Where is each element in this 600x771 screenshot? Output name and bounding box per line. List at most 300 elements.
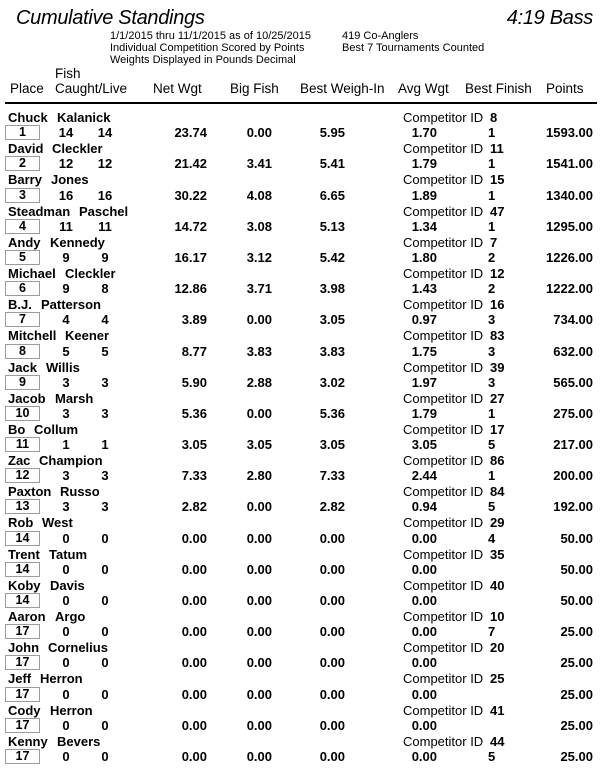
competitor-id-label: Competitor ID [403, 577, 484, 593]
big-fish-value: 0.00 [246, 499, 272, 515]
scoring-note: Individual Competition Scored by Points [110, 42, 305, 54]
competitor-last-name: Patterson [41, 297, 101, 313]
competitor-id-value: 8 [490, 110, 498, 125]
fish-caught-value: 14 [58, 125, 74, 141]
competitor-data-line [0, 593, 600, 609]
big-fish-value: 3.83 [246, 343, 272, 359]
avg-weight-value: 0.00 [411, 655, 437, 671]
competitor-last-name: Herron [40, 671, 83, 687]
net-weight-value: 16.17 [174, 249, 207, 265]
competitor-first-name: Andy [8, 234, 41, 250]
table-row [0, 204, 600, 235]
competitor-data-line [0, 655, 600, 671]
points-value: 50.00 [560, 561, 593, 577]
table-row [0, 422, 600, 453]
competitor-id-label: Competitor ID [403, 453, 484, 469]
table-row [0, 328, 600, 359]
competitor-first-name: Steadman [8, 203, 71, 219]
place-box: 10 [5, 406, 40, 421]
place-box: 6 [5, 281, 40, 296]
avg-weight-value: 0.00 [411, 593, 437, 608]
avg-weight-value: 1.80 [411, 249, 437, 265]
competitor-data-line [0, 125, 600, 141]
net-weight-value: 8.77 [181, 343, 207, 359]
big-fish-value: 0.00 [246, 593, 272, 608]
table-row [0, 515, 600, 546]
competitor-id-value: 35 [490, 546, 505, 562]
avg-weight-value: 3.05 [411, 437, 437, 453]
fish-caught-value: 11 [59, 218, 73, 234]
competitor-id-label: Competitor ID [403, 515, 484, 531]
fish-live-value: 14 [97, 125, 113, 141]
page-title: Cumulative Standings [16, 7, 205, 29]
points-value: 25.00 [560, 655, 593, 671]
fish-live-value: 8 [101, 281, 109, 297]
best-weigh-in-value: 6.65 [319, 187, 345, 203]
fish-caught-value: 0 [62, 593, 70, 608]
competitor-last-name: Collum [34, 421, 79, 437]
competitor-name-line [0, 734, 600, 749]
best-weigh-in-value: 5.13 [319, 218, 345, 234]
place-box: 9 [5, 375, 40, 390]
best-weigh-in-value: 3.05 [319, 437, 345, 453]
competitor-name-line [0, 266, 600, 281]
avg-weight-value: 0.00 [411, 748, 437, 764]
net-weight-value: 0.00 [181, 686, 207, 702]
header-divider [5, 102, 597, 104]
fish-live-value: 3 [101, 468, 109, 484]
big-fish-value: 0.00 [246, 405, 272, 421]
competitor-data-line [0, 499, 600, 515]
competitor-id-label: Competitor ID [403, 671, 484, 687]
competitor-first-name: Bo [8, 421, 26, 437]
fish-caught-value: 3 [62, 405, 70, 421]
place-box: 12 [5, 468, 40, 483]
fish-caught-value: 0 [62, 717, 70, 733]
weights-note: Weights Displayed in Pounds Decimal [110, 54, 296, 66]
points-value: 50.00 [560, 530, 593, 546]
best-finish-value: 4 [488, 530, 496, 546]
column-header-avg-wgt: Avg Wgt [398, 81, 449, 96]
best-finish-value: 2 [488, 249, 496, 265]
place-box: 13 [5, 499, 40, 514]
competitor-first-name: Mitchell [8, 328, 57, 344]
competitor-id-value: 41 [490, 702, 505, 718]
place-box: 17 [5, 624, 40, 639]
fish-caught-value: 9 [62, 281, 70, 297]
competitor-name-line [0, 640, 600, 655]
best-weigh-in-value: 5.42 [319, 249, 345, 265]
competitor-first-name: Michael [8, 265, 56, 281]
best-weigh-in-value: 3.83 [319, 343, 345, 359]
best-finish-value: 3 [488, 312, 496, 328]
competitor-id-label: Competitor ID [403, 328, 484, 344]
competitor-id-value: 11 [490, 141, 504, 157]
competitor-data-line [0, 219, 600, 235]
points-value: 200.00 [553, 468, 593, 484]
competitor-data-line [0, 250, 600, 266]
competitor-data-line [0, 531, 600, 547]
competitor-id-value: 86 [490, 453, 505, 469]
avg-weight-value: 1.70 [411, 125, 437, 141]
competitor-last-name: Davis [50, 577, 85, 593]
competitor-last-name: Cornelius [48, 640, 108, 656]
points-value: 275.00 [553, 405, 593, 421]
competitor-first-name: Kenny [8, 733, 48, 749]
competitor-data-line [0, 437, 600, 453]
points-value: 565.00 [553, 374, 593, 390]
column-header-net-wgt: Net Wgt [153, 81, 202, 96]
event-name: 4:19 Bass [506, 7, 593, 29]
best-finish-value: 5 [488, 748, 496, 764]
big-fish-value: 3.71 [246, 281, 272, 297]
competitor-first-name: John [8, 640, 40, 656]
best-finish-value: 1 [488, 156, 496, 172]
table-row [0, 453, 600, 484]
table-row [0, 266, 600, 297]
best-finish-value: 1 [488, 405, 496, 421]
best-weigh-in-value: 0.00 [319, 624, 345, 640]
competitor-last-name: Tatum [49, 546, 88, 562]
competitor-name-line [0, 453, 600, 468]
place-box: 4 [5, 219, 40, 234]
place-box: 14 [5, 562, 40, 577]
fish-caught-value: 12 [58, 156, 74, 172]
fish-live-value: 1 [101, 437, 109, 453]
fish-live-value: 0 [101, 530, 109, 546]
best-weigh-in-value: 0.00 [319, 561, 345, 577]
fish-live-value: 3 [101, 499, 109, 515]
fish-live-value: 0 [101, 717, 109, 733]
avg-weight-value: 0.00 [411, 686, 437, 702]
competitor-data-line [0, 406, 600, 422]
big-fish-value: 0.00 [246, 717, 272, 733]
competitor-id-value: 15 [490, 172, 505, 188]
competitor-name-line [0, 141, 600, 156]
best-finish-value: 5 [488, 437, 496, 453]
table-row [0, 609, 600, 640]
best-finish-value: 1 [488, 125, 496, 141]
competitor-name-line [0, 703, 600, 718]
competitor-id-value: 84 [490, 484, 505, 500]
competitor-last-name: Jones [51, 172, 89, 188]
avg-weight-value: 1.43 [411, 281, 437, 297]
avg-weight-value: 1.79 [411, 405, 437, 421]
competitor-id-value: 29 [490, 515, 505, 531]
best-finish-value: 3 [488, 343, 496, 359]
best-weigh-in-value: 0.00 [319, 593, 345, 608]
best-weigh-in-value: 5.36 [319, 405, 345, 421]
avg-weight-value: 1.89 [411, 187, 437, 203]
rows-container [0, 110, 600, 765]
net-weight-value: 30.22 [174, 187, 207, 203]
points-value: 192.00 [553, 499, 593, 515]
competitor-id-label: Competitor ID [403, 203, 484, 219]
competitor-name-line [0, 578, 600, 593]
competitor-id-label: Competitor ID [403, 234, 484, 250]
competitor-id-label: Competitor ID [403, 297, 484, 313]
points-value: 1541.00 [546, 156, 593, 172]
competitor-data-line [0, 375, 600, 391]
competitor-first-name: David [8, 141, 44, 157]
competitor-first-name: Jacob [8, 390, 46, 406]
competitor-data-line [0, 344, 600, 360]
big-fish-value: 3.41 [246, 156, 272, 172]
competitor-last-name: Cleckler [65, 265, 116, 281]
fish-live-value: 11 [98, 218, 112, 234]
best-weigh-in-value: 0.00 [319, 748, 345, 764]
net-weight-value: 5.90 [181, 374, 207, 390]
place-box: 7 [5, 312, 40, 327]
competitor-data-line [0, 156, 600, 172]
best-finish-value: 1 [488, 468, 496, 484]
net-weight-value: 0.00 [181, 561, 207, 577]
fish-caught-value: 0 [62, 624, 70, 640]
competitor-id-label: Competitor ID [403, 733, 484, 749]
best-weigh-in-value: 0.00 [319, 530, 345, 546]
competitor-last-name: Argo [55, 609, 86, 624]
table-row [0, 172, 600, 203]
competitor-first-name: Chuck [8, 110, 48, 125]
avg-weight-value: 0.00 [411, 717, 437, 733]
competitor-data-line [0, 468, 600, 484]
fish-live-value: 0 [101, 748, 109, 764]
best-weigh-in-value: 0.00 [319, 717, 345, 733]
place-box: 1 [5, 125, 40, 140]
best-weigh-in-value: 3.02 [319, 374, 345, 390]
fish-caught-value: 16 [58, 187, 74, 203]
competitor-name-line [0, 110, 600, 125]
place-box: 17 [5, 655, 40, 670]
competitor-id-label: Competitor ID [403, 609, 484, 624]
points-value: 25.00 [560, 748, 593, 764]
avg-weight-value: 1.79 [411, 156, 437, 172]
table-row [0, 640, 600, 671]
competitor-last-name: West [42, 515, 73, 531]
net-weight-value: 7.33 [181, 468, 207, 484]
fish-live-value: 0 [101, 561, 109, 577]
net-weight-value: 21.42 [174, 156, 207, 172]
table-row [0, 141, 600, 172]
table-row [0, 360, 600, 391]
competitor-id-value: 20 [490, 640, 505, 656]
date-range: 1/1/2015 thru 11/1/2015 as of 10/25/2015 [110, 30, 312, 42]
competitor-id-label: Competitor ID [403, 546, 484, 562]
fish-caught-value: 5 [62, 343, 70, 359]
place-box: 5 [5, 250, 40, 265]
column-header-caught-live: Caught/Live [55, 81, 128, 96]
place-box: 11 [5, 437, 40, 452]
net-weight-value: 14.72 [174, 218, 207, 234]
table-row [0, 734, 600, 765]
big-fish-value: 0.00 [246, 748, 272, 764]
competitor-data-line [0, 749, 600, 765]
table-row [0, 391, 600, 422]
competitor-id-label: Competitor ID [403, 390, 484, 406]
competitor-data-line [0, 718, 600, 734]
best-finish-value: 2 [488, 281, 496, 297]
table-row [0, 110, 600, 141]
fish-caught-value: 0 [62, 686, 70, 702]
competitor-id-value: 12 [490, 265, 505, 281]
competitor-first-name: B.J. [8, 297, 32, 313]
net-weight-value: 0.00 [181, 530, 207, 546]
competitor-id-label: Competitor ID [403, 640, 484, 656]
fish-live-value: 0 [101, 655, 109, 671]
points-value: 217.00 [553, 437, 593, 453]
big-fish-value: 2.80 [246, 468, 272, 484]
competitor-name-line [0, 422, 600, 437]
points-value: 1222.00 [546, 281, 593, 297]
competitor-first-name: Aaron [8, 609, 46, 624]
competitor-id-value: 39 [490, 359, 505, 375]
best-finish-value: 1 [488, 218, 496, 234]
points-value: 1593.00 [546, 125, 593, 141]
fish-live-value: 3 [101, 405, 109, 421]
best-finish-value: 3 [488, 374, 496, 390]
competitor-first-name: Barry [8, 172, 42, 188]
points-value: 25.00 [560, 686, 593, 702]
avg-weight-value: 0.00 [411, 624, 437, 640]
competitor-name-line [0, 515, 600, 530]
place-box: 8 [5, 344, 40, 359]
net-weight-value: 0.00 [181, 624, 207, 640]
points-value: 25.00 [560, 624, 593, 640]
competitor-last-name: Russo [60, 484, 100, 500]
table-row [0, 297, 600, 328]
big-fish-value: 0.00 [246, 655, 272, 671]
net-weight-value: 3.05 [181, 437, 207, 453]
competitor-data-line [0, 281, 600, 297]
competitor-id-value: 10 [490, 609, 505, 624]
competitor-data-line [0, 562, 600, 578]
column-header-big-fish: Big Fish [230, 81, 279, 96]
competitor-id-label: Competitor ID [403, 702, 484, 718]
competitor-name-line [0, 172, 600, 187]
competitor-last-name: Keener [65, 328, 110, 344]
competitor-data-line [0, 687, 600, 703]
competitor-last-name: Cleckler [52, 141, 103, 157]
competitor-id-value: 44 [490, 733, 505, 749]
avg-weight-value: 1.75 [411, 343, 437, 359]
net-weight-value: 0.00 [181, 593, 207, 608]
column-header-fish: Fish [55, 66, 81, 81]
competitor-name-line [0, 671, 600, 686]
competitor-name-line [0, 609, 600, 624]
points-value: 50.00 [560, 593, 593, 608]
competitor-id-value: 17 [490, 421, 505, 437]
column-header-points: Points [546, 81, 584, 96]
competitor-id-value: 47 [490, 203, 505, 219]
competitor-id-label: Competitor ID [403, 359, 484, 375]
competitor-id-label: Competitor ID [403, 421, 484, 437]
best-finish-value: 7 [488, 624, 496, 640]
competitor-last-name: Marsh [55, 390, 94, 406]
competitor-id-label: Competitor ID [403, 141, 484, 157]
fish-caught-value: 0 [62, 748, 70, 764]
fish-live-value: 0 [101, 624, 109, 640]
competitor-id-value: 83 [490, 328, 505, 344]
fish-caught-value: 0 [62, 530, 70, 546]
competitor-id-value: 40 [490, 577, 505, 593]
competitor-first-name: Jeff [8, 671, 32, 687]
competitor-first-name: Rob [8, 515, 34, 531]
big-fish-value: 0.00 [246, 624, 272, 640]
column-header-best-weigh-in: Best Weigh-In [300, 81, 385, 96]
fish-caught-value: 3 [62, 374, 70, 390]
competitor-name-line [0, 547, 600, 562]
competitor-name-line [0, 391, 600, 406]
competitor-first-name: Jack [8, 359, 37, 375]
fish-caught-value: 1 [62, 437, 70, 453]
fish-live-value: 16 [97, 187, 113, 203]
points-value: 734.00 [553, 312, 593, 328]
net-weight-value: 5.36 [181, 405, 207, 421]
competitor-data-line [0, 624, 600, 640]
tournaments-note: Best 7 Tournaments Counted [342, 42, 485, 54]
fish-live-value: 5 [101, 343, 109, 359]
competitor-id-label: Competitor ID [403, 110, 484, 125]
competitor-data-line [0, 312, 600, 328]
fish-caught-value: 9 [62, 249, 70, 265]
place-box: 17 [5, 718, 40, 733]
place-box: 14 [5, 531, 40, 546]
best-finish-value: 5 [488, 499, 496, 515]
best-weigh-in-value: 3.98 [319, 281, 345, 297]
fish-live-value: 0 [101, 686, 109, 702]
competitor-id-label: Competitor ID [403, 172, 484, 188]
competitor-name-line [0, 328, 600, 343]
best-weigh-in-value: 0.00 [319, 686, 345, 702]
place-box: 17 [5, 687, 40, 702]
fish-live-value: 9 [101, 249, 109, 265]
competitor-first-name: Cody [8, 702, 41, 718]
best-weigh-in-value: 5.95 [319, 125, 345, 141]
competitor-name-line [0, 360, 600, 375]
fish-caught-value: 3 [62, 499, 70, 515]
best-weigh-in-value: 7.33 [319, 468, 345, 484]
best-weigh-in-value: 5.41 [319, 156, 345, 172]
best-finish-value: 1 [488, 187, 496, 203]
net-weight-value: 2.82 [181, 499, 207, 515]
big-fish-value: 2.88 [246, 374, 272, 390]
competitor-last-name: Paschel [79, 203, 129, 219]
table-row [0, 235, 600, 266]
fish-caught-value: 3 [62, 468, 70, 484]
table-row [0, 547, 600, 578]
competitor-last-name: Bevers [57, 733, 101, 749]
place-box: 2 [5, 156, 40, 171]
fish-caught-value: 0 [62, 561, 70, 577]
avg-weight-value: 0.94 [411, 499, 437, 515]
net-weight-value: 3.89 [181, 312, 207, 328]
competitor-id-value: 7 [490, 234, 498, 250]
competitor-last-name: Herron [50, 702, 93, 718]
avg-weight-value: 2.44 [411, 468, 437, 484]
big-fish-value: 3.08 [246, 218, 272, 234]
fish-caught-value: 0 [62, 655, 70, 671]
avg-weight-value: 0.97 [411, 312, 437, 328]
points-value: 1226.00 [546, 249, 593, 265]
competitor-id-value: 25 [490, 671, 505, 687]
table-row [0, 578, 600, 609]
fish-live-value: 4 [101, 312, 109, 328]
column-header-best-finish: Best Finish [465, 81, 532, 96]
competitor-last-name: Kalanick [57, 110, 111, 125]
competitor-last-name: Champion [39, 453, 103, 469]
best-weigh-in-value: 3.05 [319, 312, 345, 328]
competitor-name-line [0, 204, 600, 219]
